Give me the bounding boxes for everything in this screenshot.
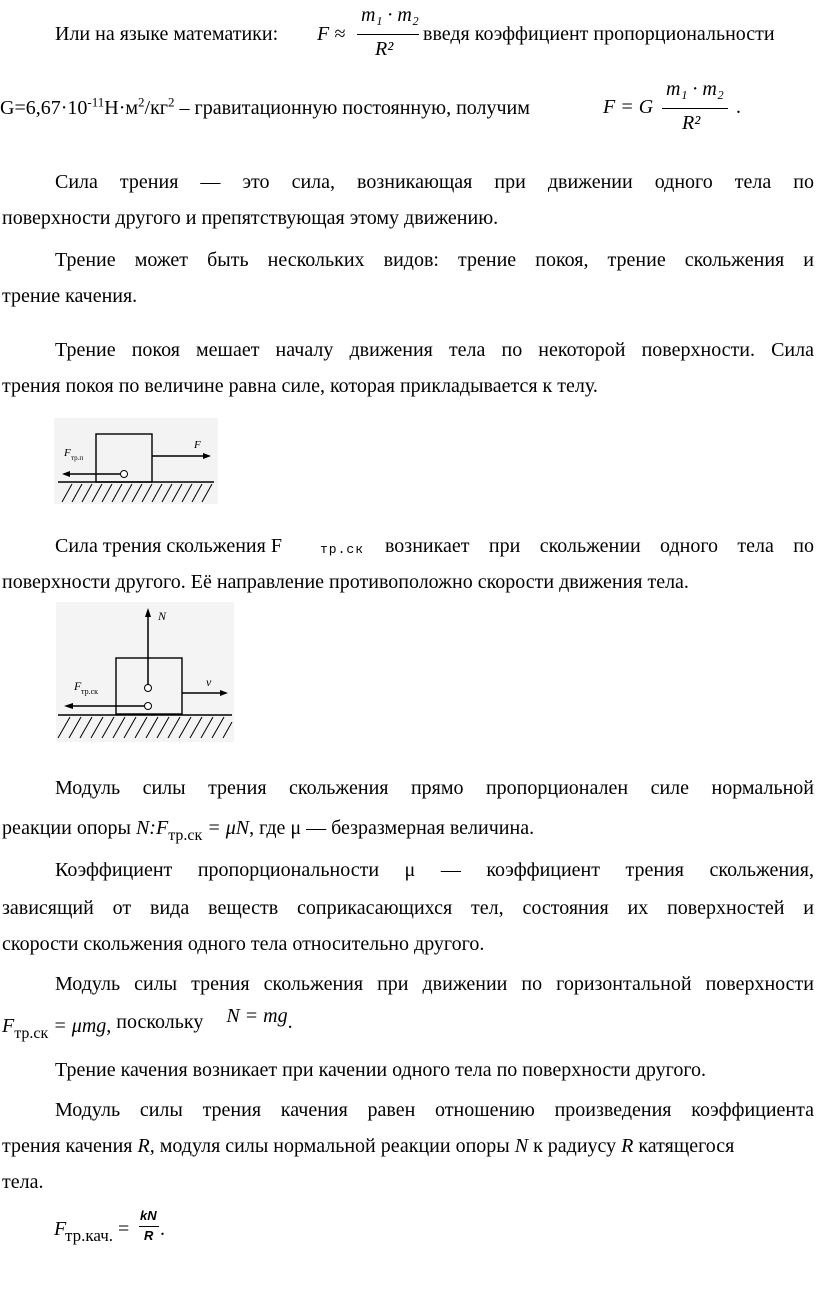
- para-static-line-2: трения покоя по величине равна силе, которая прикладывается к телу.: [2, 375, 598, 397]
- para-modulus-line-1: Модуль силы трения скольжения прямо пропорционален силе нормальной: [55, 777, 814, 799]
- para-coef-line-3: скорости скольжения одного тела относительно другого.: [2, 933, 485, 955]
- fraction2-bar: [662, 108, 728, 109]
- contact-point: [145, 703, 152, 710]
- formula-f-eq-g: F = G: [603, 96, 654, 118]
- sliding-sub: тр.ск: [320, 542, 365, 557]
- para-friction-line-2: поверхности другого и препятствующая этому движению.: [2, 207, 499, 229]
- velocity-label: v: [206, 675, 212, 689]
- modulus-tail: , где μ — безразмерная величина.: [249, 817, 535, 839]
- fraction-g-m1m2-r2: [662, 78, 728, 138]
- para-rolling-mod-line-2: [2, 1134, 814, 1158]
- para-rolling-line-1: Трение качения возникает при качении одного тела по поверхности другого.: [55, 1059, 707, 1081]
- para-rolling-mod-line-1: Модуль силы трения качения равен отношению произведения коэффициента: [55, 1099, 814, 1121]
- horizontal-dot: .: [287, 1011, 293, 1033]
- horizontal-n-eq-mg: N = mg: [226, 1005, 288, 1027]
- modulus-lead: реакции опоры: [2, 817, 131, 839]
- para-friction-line-1: Сила трения — это сила, возникающая при движении одного тела по: [55, 171, 814, 193]
- figure-sliding-friction: [56, 602, 234, 742]
- g-tail: – гравитационную постоянную, получим: [179, 97, 530, 119]
- fraction-denominator: R²: [375, 38, 394, 60]
- para-rolling-mod-line-3: тела.: [2, 1171, 44, 1193]
- rolling-tail: катящегося: [638, 1135, 735, 1157]
- final-f-sub: тр.кач.: [65, 1226, 114, 1245]
- fraction2-numerator: m₁ · m₂: [666, 78, 724, 100]
- final-formula: [54, 1208, 254, 1264]
- final-f: F: [54, 1218, 67, 1240]
- para-coef-line-1: Коэффициент пропорциональности μ — коэффициент трения скольжения,: [55, 859, 814, 881]
- fraction-m1m2-r2: [357, 4, 419, 64]
- center-point: [145, 685, 152, 692]
- fraction-bar: [357, 34, 419, 35]
- para-static-line-1: Трение покоя мешает началу движения тела по некоторой поверхности. Сила: [55, 339, 814, 361]
- para-kinds-line-1: Трение может быть нескольких видов: трение покоя, трение скольжения и: [55, 249, 814, 271]
- modulus-f: F: [155, 817, 169, 839]
- formula2-dot: .: [736, 96, 741, 118]
- fraction-numerator: m₁ · m₂: [361, 4, 419, 26]
- para-sliding-line-2: поверхности другого. Её направление противоположно скорости движения тела.: [2, 571, 689, 593]
- horizontal-because: поскольку: [116, 1011, 204, 1033]
- modulus-f-sub: тр.ск: [168, 827, 203, 844]
- application-point: [121, 471, 128, 478]
- figure-static-friction: [54, 418, 218, 504]
- friction-label: F: [64, 447, 71, 459]
- final-eq: =: [118, 1218, 130, 1240]
- sliding-friction-label-sub: тр.ск: [81, 687, 99, 696]
- rolling-r: R,: [137, 1135, 155, 1157]
- rolling-to-radius: к радиусу: [533, 1135, 617, 1157]
- normal-label: N: [158, 609, 167, 623]
- sliding-friction-label: F: [74, 679, 82, 693]
- horizontal-f-sub: тр.ск: [14, 1025, 49, 1042]
- modulus-equation: = μN: [207, 817, 250, 839]
- g-constant: $G=6,67\cdot 10^{-11}Н\cdot м^2/кг^2$: [0, 94, 175, 119]
- final-numerator: kN: [140, 1208, 157, 1223]
- para-kinds-line-2: трение качения.: [2, 285, 138, 307]
- para-horizontal-line-2: [2, 1005, 814, 1042]
- fraction2-denominator: R²: [682, 112, 701, 134]
- para-modulus-line-2: [2, 816, 814, 842]
- rolling-mid: модуля силы нормальной реакции опоры: [159, 1135, 510, 1157]
- force-label: F: [194, 439, 201, 451]
- rolling-lead: трения качения: [2, 1135, 133, 1157]
- friction-label-sub: тр.п: [71, 454, 84, 462]
- horizontal-f: F: [2, 1015, 15, 1037]
- para-horizontal-line-1: Модуль силы трения скольжения при движении по горизонтальной поверхности: [55, 973, 814, 995]
- modulus-n: N:: [135, 817, 156, 839]
- rolling-r2: R: [621, 1135, 634, 1157]
- final-fraction-bar: [139, 1226, 159, 1227]
- intro-lead: Или на языке математики:: [55, 23, 279, 45]
- rolling-n: N: [514, 1135, 529, 1157]
- approx-formula: F ≈: [317, 23, 346, 45]
- horizontal-equation: = μmg,: [53, 1015, 112, 1037]
- final-dot: .: [160, 1218, 165, 1240]
- final-denominator: R: [144, 1228, 154, 1243]
- sliding-tail: возникает при скольжении одного тела по: [385, 535, 814, 557]
- intro-tail: введя коэффициент пропорциональности: [423, 23, 775, 45]
- sliding-lead: Сила трения скольжения F: [55, 535, 282, 557]
- para-coef-line-2: зависящий от вида веществ соприкасающихся тел, состояния их поверхностей и: [2, 897, 814, 919]
